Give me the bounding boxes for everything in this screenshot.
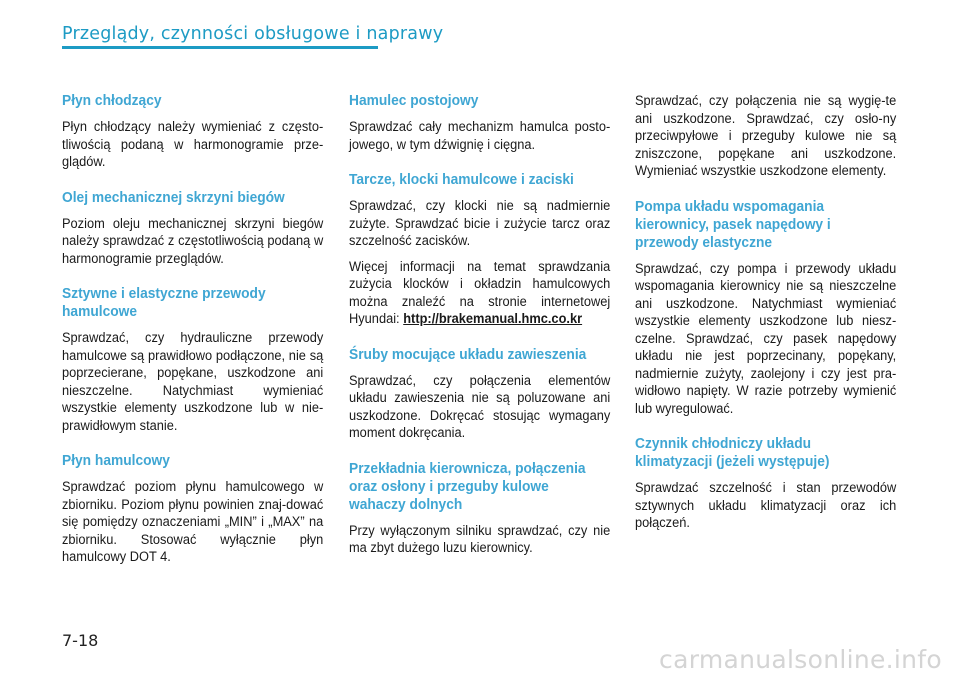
section-brake-fluid [62,452,324,566]
section-body: Sprawdzać, czy pompa i przewody układu wspomagania kierownicy nie są nieszczelne ani uszkodzone. Natychmiast wymieniać wszystkie elementy uszkodzone lub niesz-czelne. Sprawdzać, czy pasek napędowy układu nie jest poprzecinany, popękany, nadmiernie zużyty, zaolejony i czy jest pra-widłowo napięty. W razie potrzeby wymienić lub wyregulować. [635,260,897,416]
section-heading: Czynnik chłodniczy układu klimatyzacji (jeżeli występuje) [635,436,830,470]
column-1 [62,92,324,584]
column-3 [635,92,897,550]
watermark: carmanualsonline.info [659,645,942,674]
section-heading: Olej mechanicznej skrzyni biegów [62,189,285,206]
section-heading: Przekładnia kierownicza, połączenia oraz osłony i przeguby kulowe wahaczy dolnych [349,460,586,513]
section-heading: Hamulec postojowy [349,93,479,109]
section-body: Sprawdzać, czy klocki nie są nadmiernie zużyte. Sprawdzać bicie i zużycie tarcz oraz szczelność zacisków. [349,198,611,248]
section-manual-transmission-oil [62,189,324,268]
section-body: Przy wyłączonym silniku sprawdzać, czy nie ma zbyt dużego luzu kierownicy. [349,522,611,555]
section-power-steering [635,198,897,418]
page-header-title: Przeglądy, czynności obsługowe i naprawy [62,24,444,44]
section-body: Sprawdzać szczelność i stan przewodów sztywnych układu klimatyzacji oraz ich połączeń. [635,480,897,530]
section-steering-gear-continued [635,92,897,180]
section-body: Sprawdzać, czy połączenia elementów układu zawieszenia nie są poluzowane ani uszkodzone. Dokręcać stosując wymagany moment dokręcania. [349,372,611,440]
section-body: Poziom oleju mechanicznej skrzyni biegów należy sprawdzać z częstotliwością podaną w harmonogramie przeglądów. [62,215,324,266]
section-suspension-bolts [349,346,611,442]
column-2 [349,92,611,575]
section-parking-brake [349,92,611,153]
section-heading: Płyn chłodzący [62,93,162,109]
section-body: Sprawdzać, czy hydrauliczne przewody hamulcowe są prawidłowo podłączone, nie są poprzecierane, popękane, uszkodzone ani nieszczelne. Natychmiast wymieniać wszystkie elementy uszkodzone lub w nie-prawidłowym stanie. [62,330,324,433]
section-brake-lines [62,285,324,434]
section-ac-refrigerant [635,435,897,532]
header-underline [62,46,378,49]
section-heading: Pompa układu wspomagania kierownicy, pasek napędowy i przewody elastyczne [635,198,831,251]
info-text: Więcej informacji na temat sprawdzania zużycia klocków i okładzin hamulcowych można znaleźć na stronie internetowej Hyundai: [349,258,611,326]
page-number: 7-18 [62,631,99,650]
section-heading: Tarcze, klocki hamulcowe i zaciski [349,172,574,188]
section-heading: Płyn hamulcowy [62,453,170,469]
brake-manual-link[interactable]: http://brakemanual.hmc.co.kr [403,311,583,326]
section-heading: Sztywne i elastyczne przewody hamulcowe [62,286,266,320]
section-heading: Śruby mocujące układu zawieszenia [349,346,587,363]
section-body: Sprawdzać poziom płynu hamulcowego w zbiorniku. Poziom płynu powinien znaj-dować się pomiędzy oznaczeniami „MIN” i „MAX” na zbiorniku. Stosować wyłącznie płyn hamulcowy DOT 4. [62,479,324,564]
section-body: Sprawdzać cały mechanizm hamulca posto-jowego, w tym dźwignię i cięgna. [349,119,611,152]
section-brake-discs-pads [349,171,611,328]
section-body: Sprawdzać, czy połączenia nie są wygię-te ani uszkodzone. Sprawdzać, czy osło-ny przeciwpyłowe i przeguby kulowe nie są zniszczone, popękane ani uszkodzone. Wymieniać wszystkie uszkodzone elementy. [635,93,897,178]
section-body: Płyn chłodzący należy wymieniać z często-tliwością podaną w harmonogramie prze-glądów. [62,119,324,169]
section-steering-gear [349,460,611,557]
info-paragraph [349,258,610,328]
section-coolant [62,92,324,171]
